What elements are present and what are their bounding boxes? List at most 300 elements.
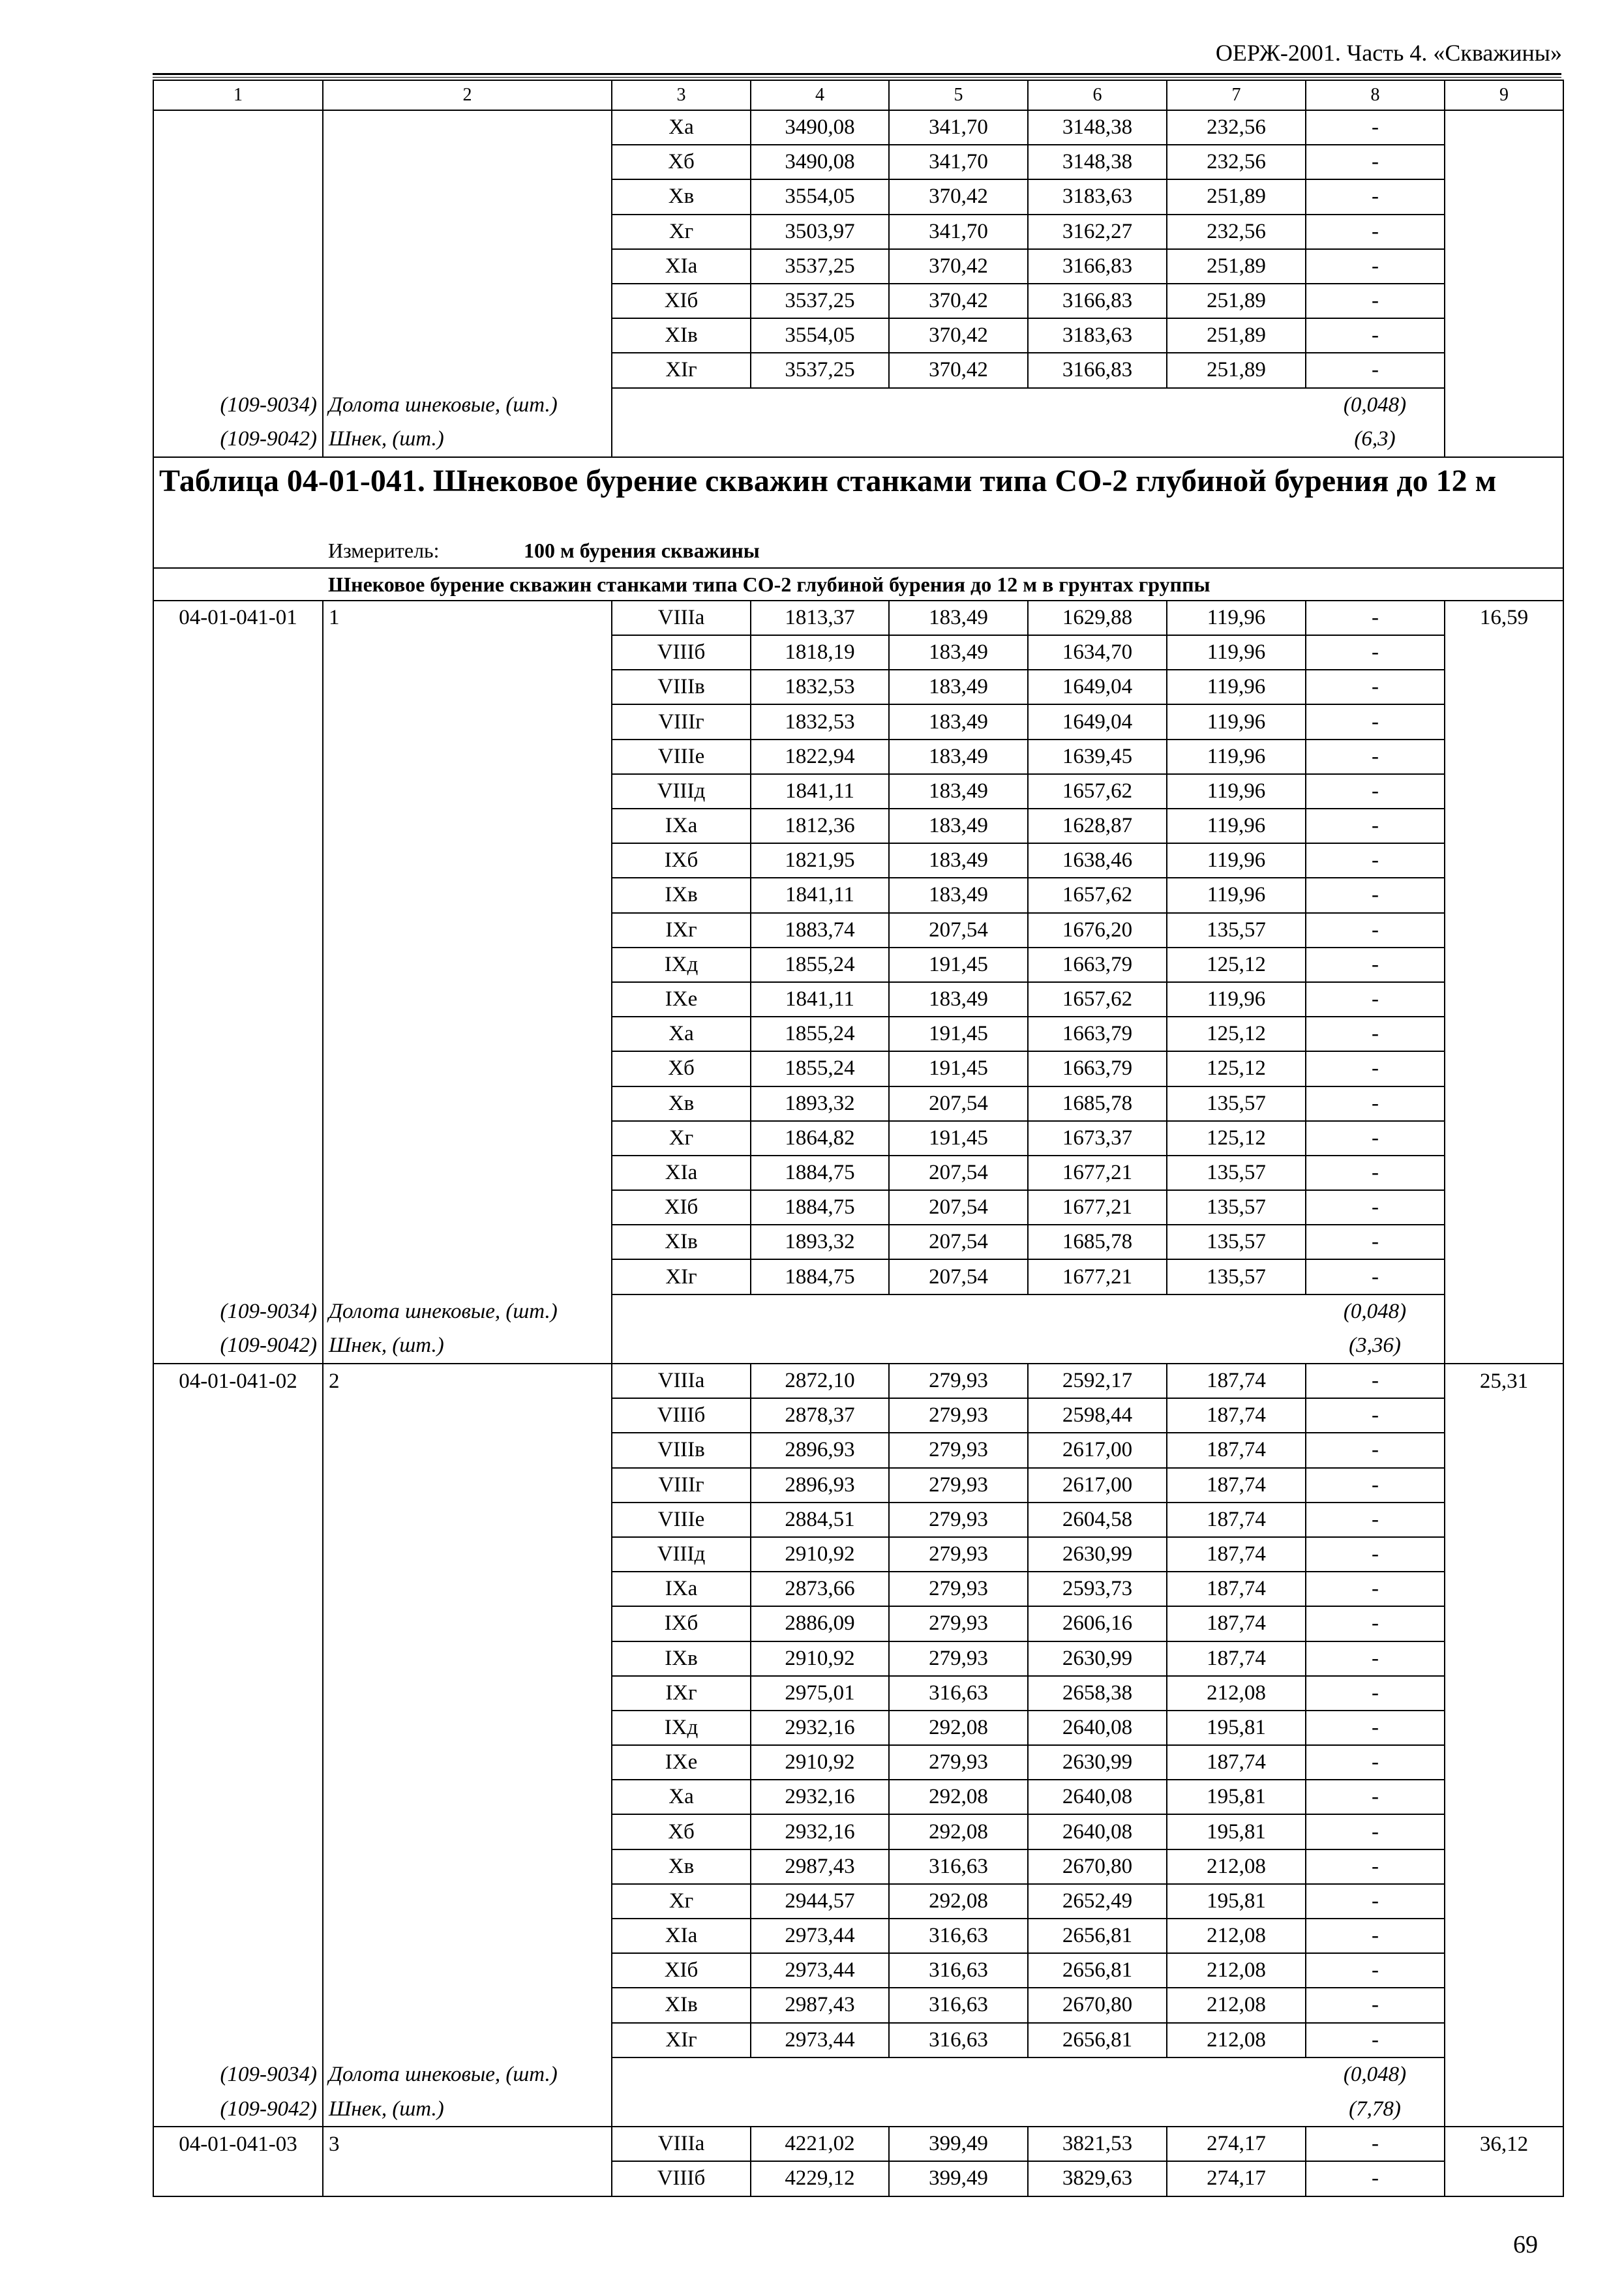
machine-cost: 1649,04 [1028,704,1167,739]
table-row [153,1503,1563,1537]
wages: 207,54 [889,1259,1028,1294]
column-number: 8 [1306,80,1445,110]
material-quantity: (3,36) [1306,1329,1445,1364]
soil-group: VIIIб [612,2161,751,2196]
machinist-wages: 119,96 [1167,809,1306,843]
total-cost: 3537,25 [751,249,889,284]
table-cell [153,1537,323,1572]
machine-cost: 1649,04 [1028,670,1167,704]
soil-group: VIIIг [612,704,751,739]
machine-cost: 2598,44 [1028,1398,1167,1433]
table-row [153,740,1563,774]
table-cell [153,1745,323,1780]
wages: 207,54 [889,913,1028,948]
soil-group: Xв [612,1849,751,1884]
machinist-wages: 195,81 [1167,1884,1306,1919]
table-row [153,249,1563,284]
machine-cost: 2640,08 [1028,1711,1167,1745]
table-cell [323,774,612,809]
machinist-wages: 135,57 [1167,1086,1306,1121]
materials-cost: - [1306,1606,1445,1641]
table-cell [323,809,612,843]
soil-group: IXa [612,809,751,843]
total-cost: 1813,37 [751,601,889,635]
machine-cost: 1673,37 [1028,1121,1167,1156]
materials-cost: - [1306,318,1445,353]
machine-cost: 1638,46 [1028,843,1167,878]
material-row [153,388,1563,423]
table-row [153,843,1563,878]
materials-cost: - [1306,1884,1445,1919]
table-cell [323,1503,612,1537]
machinist-wages: 125,12 [1167,1051,1306,1086]
materials-cost: - [1306,1503,1445,1537]
material-name: Шнек, (шт.) [323,2092,612,2127]
soil-group: IXe [612,1745,751,1780]
soil-group: XIв [612,1225,751,1259]
table-cell [323,110,612,145]
soil-group: Xг [612,1884,751,1919]
table-cell [153,1919,323,1953]
table-cell [1445,913,1563,948]
wages: 279,93 [889,1398,1028,1433]
material-row [153,423,1563,457]
table-cell [323,1953,612,1988]
table-cell [1445,1225,1563,1259]
table-cell [153,179,323,214]
table-cell [1445,982,1563,1017]
table-cell [1445,1398,1563,1433]
table-row [153,1398,1563,1433]
table-cell [1445,1849,1563,1884]
wages: 316,63 [889,1988,1028,2022]
wages: 279,93 [889,1433,1028,1467]
table-cell [153,284,323,318]
table-cell [1445,1537,1563,1572]
material-quantity: (6,3) [1306,423,1445,457]
material-name: Долота шнековые, (шт.) [323,1294,612,1329]
measure-cell [323,534,1563,568]
material-quantity: (0,048) [1343,2063,1407,2087]
total-cost: 2896,93 [751,1433,889,1467]
table-row [153,913,1563,948]
table-cell [1445,388,1563,423]
machinist-wages: 212,08 [1167,2023,1306,2057]
materials-cost: - [1306,1121,1445,1156]
machinist-wages: 125,12 [1167,948,1306,982]
table-row [153,2127,1563,2161]
wages: 279,93 [889,1745,1028,1780]
materials-cost: - [1306,1572,1445,1606]
machine-cost: 1685,78 [1028,1225,1167,1259]
wages: 399,49 [889,2161,1028,2196]
material-quantity: (7,78) [1306,2092,1445,2127]
materials-cost: - [1306,843,1445,878]
total-cost: 2973,44 [751,1953,889,1988]
column-number: 9 [1445,80,1563,110]
materials-cost: - [1306,774,1445,809]
machinist-wages: 232,56 [1167,145,1306,179]
machine-cost: 1628,87 [1028,809,1167,843]
machinist-wages: 232,56 [1167,215,1306,249]
soil-group: XIг [612,2023,751,2057]
soil-group: Xa [612,1017,751,1051]
materials-cost: - [1306,878,1445,912]
machinist-wages: 251,89 [1167,249,1306,284]
table-cell [153,534,323,568]
total-cost: 2910,92 [751,1641,889,1676]
total-cost: 1864,82 [751,1121,889,1156]
machinist-wages: 212,08 [1167,1953,1306,1988]
table-cell [612,2057,1306,2092]
total-cost: 1841,11 [751,878,889,912]
table-cell [153,1953,323,1988]
soil-group: IXв [612,878,751,912]
wages: 341,70 [889,110,1028,145]
wages: 183,49 [889,774,1028,809]
table-subtitle: Шнековое бурение скважин станками типа СО-2 глубиной бурения до 12 м в грунтах группы [323,568,1563,601]
machinist-wages: 274,17 [1167,2127,1306,2161]
wages: 279,93 [889,1537,1028,1572]
table-cell [1445,948,1563,982]
subtitle-row [153,568,1563,601]
total-cost: 4221,02 [751,2127,889,2161]
total-cost: 1884,75 [751,1190,889,1225]
machinist-wages: 251,89 [1167,318,1306,353]
machine-cost: 1657,62 [1028,774,1167,809]
materials-cost: - [1306,1259,1445,1294]
table-row [153,948,1563,982]
table-cell [153,1572,323,1606]
table-cell [1445,179,1563,214]
table-cell [323,1745,612,1780]
table-cell [1445,635,1563,670]
wages: 207,54 [889,1156,1028,1190]
table-row [153,179,1563,214]
table-row [153,1572,1563,1606]
total-cost: 2987,43 [751,1849,889,1884]
soil-group: VIIIд [612,774,751,809]
running-header: ОЕРЖ-2001. Часть 4. «Скважины» [1215,40,1562,66]
table-row [153,601,1563,635]
machinist-wages: 232,56 [1167,110,1306,145]
table-cell [323,1468,612,1503]
table-cell [153,1988,323,2022]
table-cell [1445,1121,1563,1156]
wages: 191,45 [889,1017,1028,1051]
total-cost: 1818,19 [751,635,889,670]
machinist-wages: 187,74 [1167,1606,1306,1641]
total-cost: 1812,36 [751,809,889,843]
table-row [153,1156,1563,1190]
materials-cost: - [1306,1190,1445,1225]
machine-cost: 1657,62 [1028,878,1167,912]
machine-cost: 1685,78 [1028,1086,1167,1121]
soil-group: VIIIa [612,2127,751,2161]
column-number: 6 [1028,80,1167,110]
wages: 183,49 [889,809,1028,843]
column-number: 7 [1167,80,1306,110]
table-cell [153,1259,323,1294]
table-row [153,1884,1563,1919]
table-cell [323,1259,612,1294]
materials-cost: - [1306,179,1445,214]
soil-group: IXд [612,948,751,982]
table-cell [1445,2057,1563,2092]
materials-cost: - [1306,809,1445,843]
machinist-wages: 119,96 [1167,982,1306,1017]
table-cell [153,2023,323,2057]
machine-cost: 2617,00 [1028,1468,1167,1503]
material-code: (109-9034) [153,2057,323,2092]
table-cell [1445,1433,1563,1467]
soil-group: IXa [612,1572,751,1606]
wages: 292,08 [889,1711,1028,1745]
machine-cost: 2640,08 [1028,1814,1167,1849]
table-cell [1445,353,1563,387]
table-row [153,145,1563,179]
machine-cost: 2670,80 [1028,1988,1167,2022]
table-cell [323,982,612,1017]
wages: 316,63 [889,1676,1028,1711]
materials-cost: - [1306,1988,1445,2022]
machinist-wages: 119,96 [1167,635,1306,670]
material-row [153,2057,1563,2092]
table-cell [153,809,323,843]
total-cost: 2932,16 [751,1814,889,1849]
table-cell [1445,1953,1563,1988]
table-row [153,1259,1563,1294]
materials-cost: - [1306,1364,1445,1398]
total-cost: 2973,44 [751,1919,889,1953]
table-title: Таблица 04-01-041. Шнековое бурение скважин станками типа СО-2 глубиной бурения до 12 м [153,457,1563,534]
table-row [153,982,1563,1017]
material-code: (109-9042) [153,423,323,457]
total-cost: 2944,57 [751,1884,889,1919]
material-code: (109-9042) [153,2092,323,2127]
total-cost: 2973,44 [751,2023,889,2057]
table-cell [153,145,323,179]
table-cell [153,215,323,249]
table-cell [323,1676,612,1711]
machine-cost: 2630,99 [1028,1745,1167,1780]
table-cell [1445,1745,1563,1780]
total-cost: 1841,11 [751,982,889,1017]
wages: 183,49 [889,982,1028,1017]
table-cell [323,145,612,179]
total-cost: 2975,01 [751,1676,889,1711]
total-cost: 3554,05 [751,179,889,214]
table-row [153,809,1563,843]
table-cell [153,1780,323,1814]
wages: 341,70 [889,145,1028,179]
table-cell [323,1641,612,1676]
materials-cost: - [1306,1051,1445,1086]
table-cell [1445,878,1563,912]
machine-cost: 3148,38 [1028,110,1167,145]
table-row [153,1121,1563,1156]
table-cell [323,635,612,670]
machinist-wages: 119,96 [1167,740,1306,774]
total-cost: 2872,10 [751,1364,889,1398]
table-cell [153,110,323,145]
machinist-wages: 195,81 [1167,1780,1306,1814]
machine-cost: 2652,49 [1028,1884,1167,1919]
materials-cost: - [1306,1745,1445,1780]
material-code: (109-9034) [153,388,323,423]
materials-cost: - [1306,1919,1445,1953]
total-cost: 1893,32 [751,1086,889,1121]
material-quantity: (0,048) [1343,1300,1407,1324]
table-cell [153,635,323,670]
wages: 370,42 [889,249,1028,284]
table-cell [323,249,612,284]
materials-cost: - [1306,1468,1445,1503]
table-cell [323,284,612,318]
table-cell [1445,1051,1563,1086]
wages: 370,42 [889,353,1028,387]
materials-cost: - [1306,353,1445,387]
table-cell [1445,2092,1563,2127]
table-row [153,1988,1563,2022]
table-row [153,670,1563,704]
materials-cost: - [1306,1398,1445,1433]
machinist-wages: 125,12 [1167,1017,1306,1051]
machine-cost: 1663,79 [1028,1051,1167,1086]
soil-group: VIIIe [612,1503,751,1537]
table-cell [1445,843,1563,878]
table-cell [153,843,323,878]
soil-group: XIб [612,284,751,318]
table-cell [1445,704,1563,739]
machinist-wages: 119,96 [1167,878,1306,912]
machine-cost: 2630,99 [1028,1641,1167,1676]
wages: 292,08 [889,1780,1028,1814]
machinist-wages: 251,89 [1167,179,1306,214]
materials-cost: - [1306,601,1445,635]
table-cell [153,1190,323,1225]
soil-group: VIIIв [612,670,751,704]
machinist-wages: 195,81 [1167,1814,1306,1849]
materials-cost: - [1306,2161,1445,2196]
materials-cost: - [1306,1780,1445,1814]
soil-group: IXб [612,1606,751,1641]
machinist-wages: 212,08 [1167,1988,1306,2022]
machinist-wages: 135,57 [1167,1190,1306,1225]
table-cell [1445,1017,1563,1051]
table-cell [612,1294,1306,1329]
total-cost: 2873,66 [751,1572,889,1606]
table-cell [1445,1780,1563,1814]
table-cell [323,1225,612,1259]
wages: 279,93 [889,1364,1028,1398]
material-name: Шнек, (шт.) [323,1329,612,1364]
table-row [153,110,1563,145]
table-cell [1445,1814,1563,1849]
table-cell [153,1884,323,1919]
table-cell [323,1884,612,1919]
rate-code: 04-01-041-02 [153,1364,323,1398]
soil-group: VIIIa [612,601,751,635]
machine-cost: 3148,38 [1028,145,1167,179]
wages: 292,08 [889,1884,1028,1919]
machine-cost: 3166,83 [1028,353,1167,387]
table-cell [1445,1259,1563,1294]
table-row [153,1711,1563,1745]
rate-code: 04-01-041-01 [153,601,323,635]
wages: 279,93 [889,1572,1028,1606]
wages: 183,49 [889,843,1028,878]
table-cell [1445,1468,1563,1503]
table-row [153,2023,1563,2057]
table-cell [323,215,612,249]
soil-group: XIa [612,1919,751,1953]
table-cell [153,1433,323,1467]
wages: 183,49 [889,670,1028,704]
total-cost: 3537,25 [751,284,889,318]
materials-cost: - [1306,1537,1445,1572]
total-cost: 1855,24 [751,1017,889,1051]
table-cell [1445,809,1563,843]
materials-cost: - [1306,635,1445,670]
table-cell [153,1225,323,1259]
material-name: Долота шнековые, (шт.) [323,2057,612,2092]
table-cell [323,1572,612,1606]
wages: 279,93 [889,1606,1028,1641]
materials-cost: - [1306,1086,1445,1121]
material-row [153,1329,1563,1364]
machinist-wages: 135,57 [1167,913,1306,948]
soil-group: Xa [612,1780,751,1814]
table-cell [1445,2023,1563,2057]
materials-cost: - [1306,284,1445,318]
measure-label: Измеритель: [328,539,440,563]
table-cell [153,1503,323,1537]
total-cost: 1855,24 [751,1051,889,1086]
table-cell [153,948,323,982]
soil-group: Xг [612,1121,751,1156]
wages: 316,63 [889,1849,1028,1884]
page-number: 69 [1513,2231,1538,2258]
table-row [153,1537,1563,1572]
machinist-wages: 212,08 [1167,1849,1306,1884]
materials-cost: - [1306,215,1445,249]
labor-cost: 36,12 [1445,2127,1563,2161]
machinist-wages: 187,74 [1167,1745,1306,1780]
wages: 292,08 [889,1814,1028,1849]
machine-cost: 3183,63 [1028,318,1167,353]
machine-cost: 1677,21 [1028,1156,1167,1190]
table-cell [323,1780,612,1814]
total-cost: 1821,95 [751,843,889,878]
total-cost: 1884,75 [751,1156,889,1190]
machine-cost: 1677,21 [1028,1259,1167,1294]
table-cell [153,568,323,601]
header-rule [153,73,1561,78]
total-cost: 1893,32 [751,1225,889,1259]
table-cell [323,318,612,353]
machine-cost: 3821,53 [1028,2127,1167,2161]
table-cell [323,1537,612,1572]
machine-cost: 2593,73 [1028,1572,1167,1606]
total-cost: 1841,11 [751,774,889,809]
table-cell [612,1329,1306,1364]
soil-group: XIг [612,1259,751,1294]
table-cell [1445,1572,1563,1606]
materials-cost: - [1306,1711,1445,1745]
soil-group: IXг [612,1676,751,1711]
machine-cost: 2604,58 [1028,1503,1167,1537]
